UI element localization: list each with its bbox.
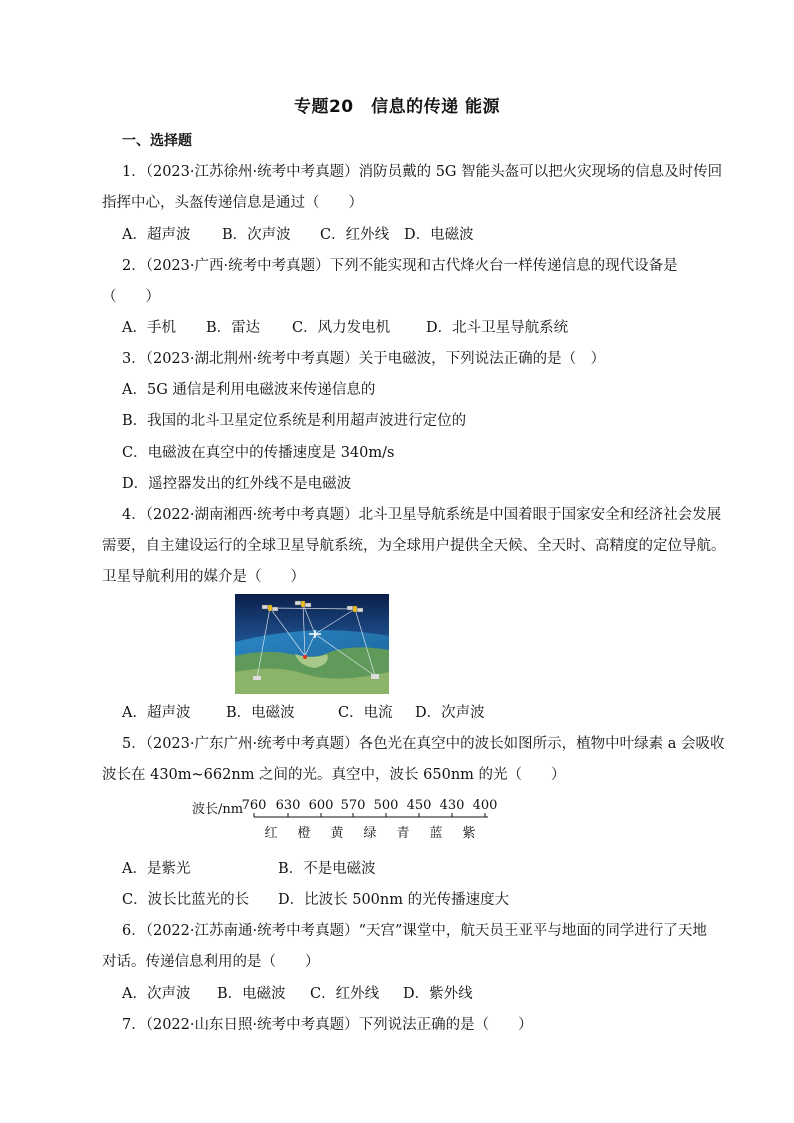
satellite-navigation-image (235, 594, 389, 694)
question-3-option-d: D．遥控器发出的红外线不是电磁波 (122, 476, 352, 492)
option-b: B．雷达 (206, 320, 261, 336)
question-3-option-a: A．5G 通信是利用电磁波来传递信息的 (122, 382, 376, 398)
wavelength-tick: 430 (439, 798, 465, 813)
wavelength-tick: 450 (406, 798, 432, 813)
wavelength-tick: 630 (275, 798, 301, 813)
question-4-options (122, 703, 485, 723)
option-a: A．超声波 (122, 705, 191, 721)
question-5-text: 5．（2023·广东广州·统考中考真题）各色光在真空中的波长如图所示，植物中叶绿素 a 会吸收 (122, 736, 725, 752)
question-7-text: 7．（2022·山东日照·统考中考真题）下列说法正确的是（ ） (122, 1017, 533, 1033)
option-d: D．电磁波 (404, 227, 474, 243)
question-1-text: 1．（2023·江苏徐州·统考中考真题）消防员戴的 5G 智能头盔可以把火灾现场的信息及时传回 (122, 164, 723, 180)
option-b: B．不是电磁波 (278, 861, 376, 877)
question-1-text-cont: 指挥中心，头盔传递信息是通过（ ） (102, 195, 363, 211)
question-6-text: 6．（2022·江苏南通·统考中考真题）“天宫”课堂中，航天员王亚平与地面的同学进行了天地 (122, 923, 707, 939)
question-2-options (122, 318, 568, 338)
question-3-option-b: B．我国的北斗卫星定位系统是利用超声波进行定位的 (122, 413, 467, 429)
option-d: D．北斗卫星导航系统 (426, 320, 569, 336)
option-c: C．红外线 (310, 986, 380, 1002)
question-2-text-cont: （ ） (102, 289, 160, 305)
question-5-options-row2 (122, 890, 509, 910)
page-title: 专题20 信息的传递 能源 (293, 97, 501, 117)
wavelength-tick: 600 (308, 798, 334, 813)
question-6-options (122, 984, 473, 1004)
color-label-cyan: 青 (396, 826, 410, 841)
option-a: A．手机 (122, 320, 176, 336)
option-d: D．紫外线 (403, 986, 473, 1002)
wavelength-tick: 500 (373, 798, 399, 813)
color-label-red: 红 (264, 826, 278, 841)
option-c: C．电流 (338, 705, 393, 721)
option-d: D．次声波 (415, 705, 485, 721)
option-a: A．超声波 (122, 227, 191, 243)
wavelength-tick: 570 (340, 798, 366, 813)
question-5-options-row1 (122, 859, 376, 879)
wavelength-tick: 760 (241, 798, 267, 813)
color-label-green: 绿 (363, 826, 377, 841)
option-c: C．风力发电机 (292, 320, 391, 336)
question-1-options (122, 225, 474, 245)
wavelength-axis-label: 波长/nm (192, 802, 244, 817)
option-b: B．电磁波 (217, 986, 286, 1002)
option-b: B．电磁波 (226, 705, 295, 721)
option-d: D．比波长 500nm 的光传播速度大 (278, 892, 510, 908)
question-4-text: 4．（2022·湖南湘西·统考中考真题）北斗卫星导航系统是中国着眼于国家安全和经济社会发展 (122, 507, 722, 523)
question-3-option-c: C．电磁波在真空中的传播速度是 340m/s (122, 445, 395, 461)
option-a: A．是紫光 (122, 861, 191, 877)
question-6-text-cont: 对话。传递信息利用的是（ ） (102, 954, 320, 970)
question-3-text: 3．（2023·湖北荆州·统考中考真题）关于电磁波，下列说法正确的是（ ） (122, 351, 606, 367)
option-c: C．波长比蓝光的长 (122, 892, 250, 908)
option-a: A．次声波 (122, 986, 191, 1002)
section-heading: 一、选择题 (122, 133, 192, 149)
question-4-text-cont2: 卫星导航利用的媒介是（ ） (102, 569, 305, 585)
question-4-text-cont: 需要，自主建设运行的全球卫星导航系统，为全球用户提供全天候、全天时、高精度的定位导航。 (102, 538, 726, 554)
question-5-text-cont: 波长在 430m~662nm 之间的光。真空中，波长 650nm 的光（ ） (102, 767, 566, 783)
color-label-orange: 橙 (297, 826, 311, 841)
wavelength-figure (192, 796, 512, 846)
option-c: C．红外线 (320, 227, 390, 243)
wavelength-tick: 400 (472, 798, 498, 813)
option-b: B．次声波 (222, 227, 291, 243)
question-2-text: 2．（2023·广西·统考中考真题）下列不能实现和古代烽火台一样传递信息的现代设备是 (122, 258, 678, 274)
color-label-blue: 蓝 (429, 826, 443, 841)
color-label-yellow: 黄 (330, 826, 344, 841)
color-label-violet: 紫 (462, 826, 476, 841)
